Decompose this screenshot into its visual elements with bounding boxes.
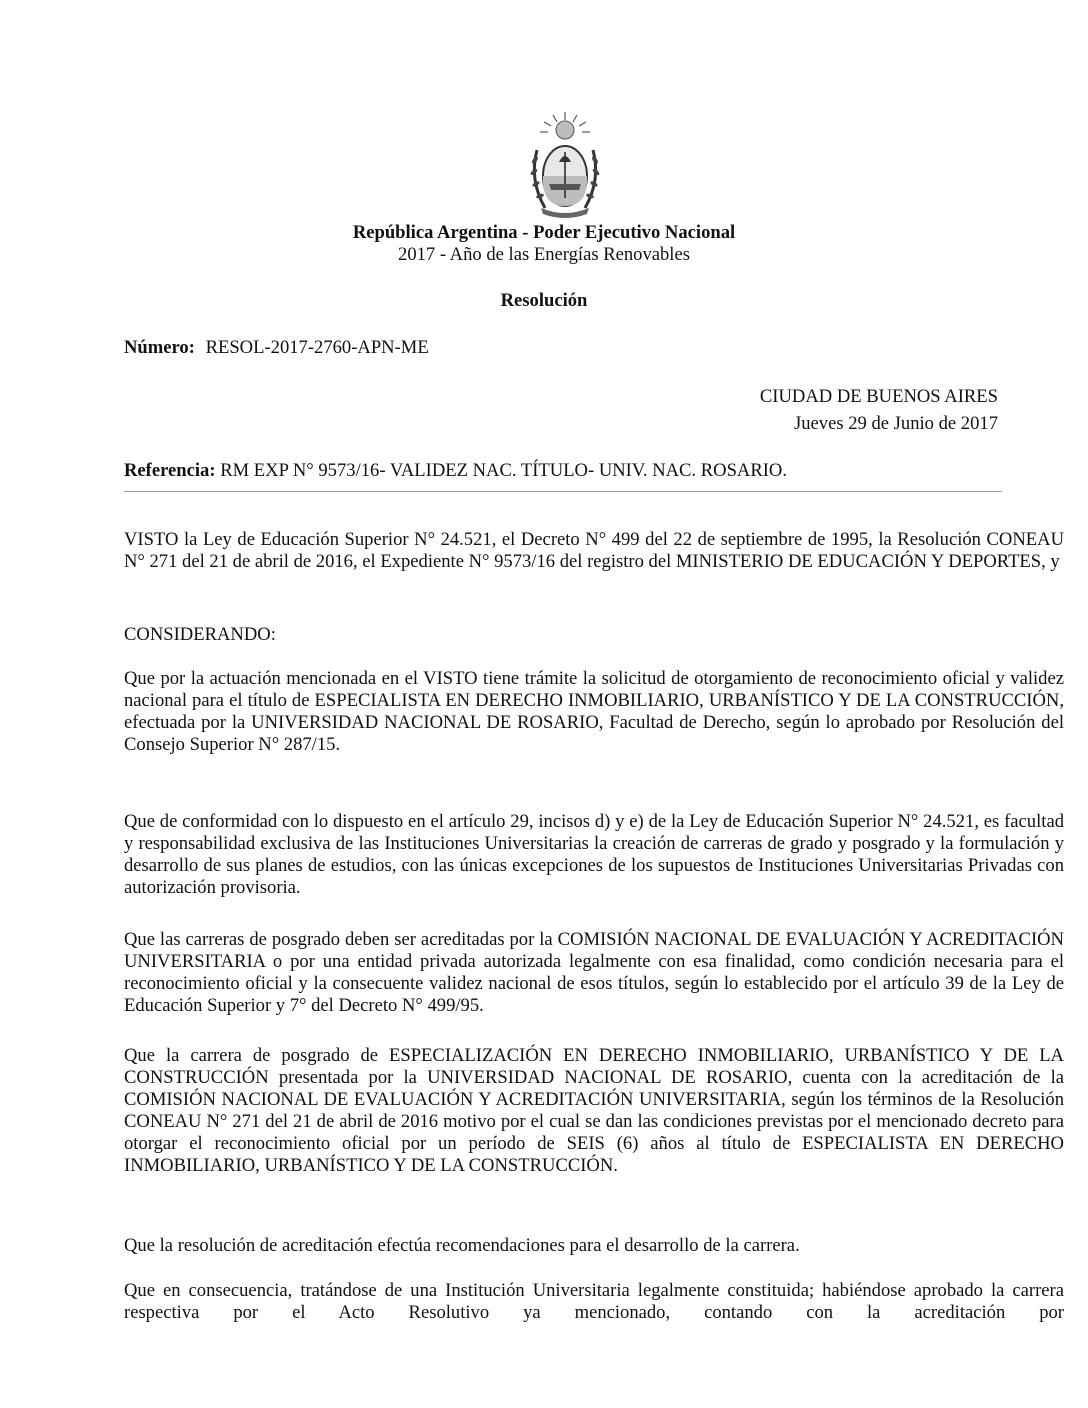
paragraph-considerando-2: Que de conformidad con lo dispuesto en el artículo 29, incisos d) y e) de la Ley de Educación Superior N° 24.521, es facultad y responsabilidad exclusiva de las Instituciones Universitarias la creación de carreras de grado y posgrado y la formulación y desarrollo de sus planes de estudios, con las únicas excepciones de los supuestos de Instituciones Universitarias Privadas con autorización provisoria.: [124, 811, 1064, 898]
paragraph-considerando-3: Que las carreras de posgrado deben ser acreditadas por la COMISIÓN NACIONAL DE EVALUACIÓN Y ACREDITACIÓN UNIVERSITARIA o por una entidad privada autorizada legalmente con esa finalidad, como condición necesaria para el reconocimiento oficial y la consecuente validez nacional de esos títulos, según lo establecido por el artículo 39 de la Ley de Educación Superior y 7° del Decreto N° 499/95.: [124, 929, 1064, 1016]
city: CIUDAD DE BUENOS AIRES: [759, 386, 998, 407]
numero-label: Número:: [124, 337, 195, 358]
year-motto: 2017 - Año de las Energías Renovables: [398, 244, 690, 265]
header-title: República Argentina - Poder Ejecutivo Nacional: [352, 222, 736, 243]
paragraph-considerando-4: Que la carrera de posgrado de ESPECIALIZACIÓN EN DERECHO INMOBILIARIO, URBANÍSTICO Y DE LA CONSTRUCCIÓN presentada por la UNIVERSIDAD NACIONAL DE ROSARIO, cuenta con la acreditación de la COMISIÓN NACIONAL DE EVALUACIÓN Y ACREDITACIÓN UNIVERSITARIA, según los términos de la Resolución CONEAU N° 271 del 21 de abril de 2016 motivo por el cual se dan las condiciones previstas por el mencionado decreto para otorgar el reconocimiento oficial por un período de SEIS (6) años al título de ESPECIALISTA EN DERECHO INMOBILIARIO, URBANÍSTICO Y DE LA CONSTRUCCIÓN.: [124, 1045, 1064, 1176]
divider: [124, 491, 1002, 492]
paragraph-considerando-5: Que la resolución de acreditación efectúa recomendaciones para el desarrollo de la carrera.: [124, 1235, 800, 1256]
referencia-label: Referencia:: [124, 460, 216, 481]
document-type: Resolución: [500, 290, 588, 311]
referencia-value: RM EXP N° 9573/16- VALIDEZ NAC. TÍTULO- UNIV. NAC. ROSARIO.: [220, 460, 788, 481]
numero-value: RESOL-2017-2760-APN-ME: [205, 337, 429, 358]
date: Jueves 29 de Junio de 2017: [794, 413, 998, 434]
paragraph-visto: VISTO la Ley de Educación Superior N° 24.521, el Decreto N° 499 del 22 de septiembre de 1995, la Resolución CONEAU N° 271 del 21 de abril de 2016, el Expediente N° 9573/16 del registro del MINISTERIO DE EDUCACIÓN Y DEPORTES, y: [124, 529, 1064, 572]
numero-line: [124, 337, 429, 359]
paragraph-considerando-1: Que por la actuación mencionada en el VISTO tiene trámite la solicitud de otorgamiento de reconocimiento oficial y validez nacional para el título de ESPECIALISTA EN DERECHO INMOBILIARIO, URBANÍSTICO Y DE LA CONSTRUCCIÓN, efectuada por la UNIVERSIDAD NACIONAL DE ROSARIO, Facultad de Derecho, según lo aprobado por Resolución del Consejo Superior N° 287/15.: [124, 668, 1064, 755]
paragraph-considerando-6: Que en consecuencia, tratándose de una Institución Universitaria legalmente constituida; habiéndose aprobado la carrera respectiva por el Acto Resolutivo ya mencionado, contando con la acreditación por: [124, 1280, 1064, 1323]
heading-considerando: CONSIDERANDO:: [124, 624, 276, 645]
referencia-line: [124, 460, 787, 482]
argentina-coat-of-arms-icon: [523, 110, 607, 220]
